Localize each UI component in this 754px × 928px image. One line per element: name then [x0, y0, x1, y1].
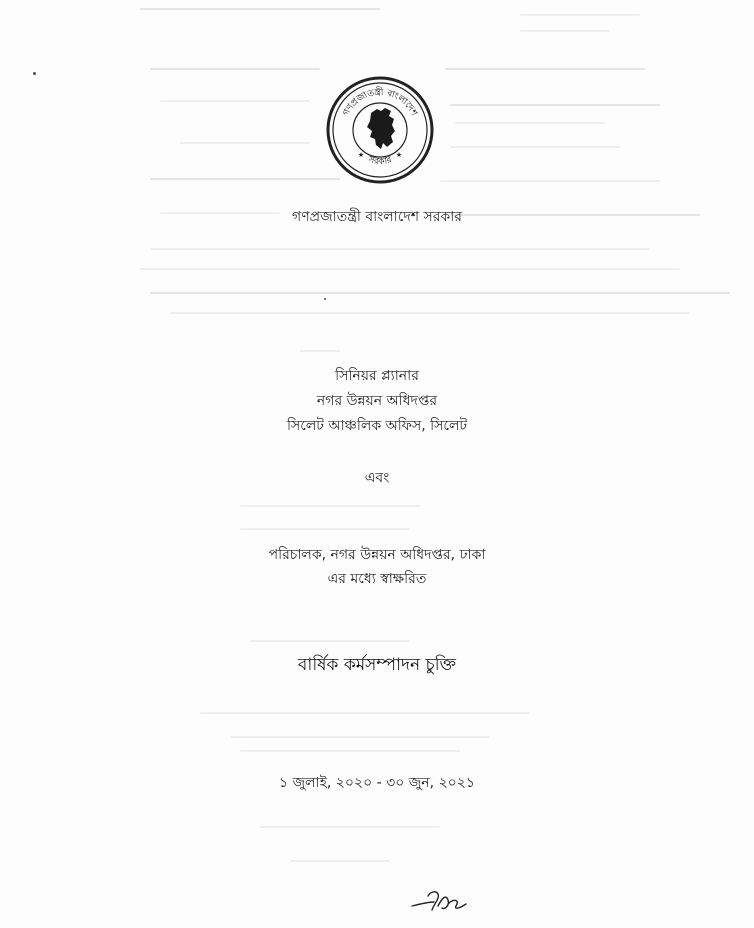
paper-speck [324, 298, 326, 300]
signed-between-text: এর মধ্যে স্বাক্ষরিত [327, 571, 427, 587]
first-party-office: সিলেট আঞ্চলিক অফিস, সিলেট [286, 418, 468, 434]
first-party-department: নগর উন্নয়ন অধিদপ্তর [316, 393, 438, 409]
agreement-period: ১ জুলাই, ২০২০ - ৩০ জুন, ২০২১ [279, 775, 475, 791]
government-seal-logo [325, 75, 435, 185]
map-icon [367, 108, 395, 149]
svg-text:★: ★ [357, 151, 365, 159]
document-title: বার্ষিক কর্মসম্পাদন চুক্তি [297, 655, 457, 675]
svg-text:★: ★ [395, 151, 403, 159]
seal-top-text: গণপ্রজাতন্ত্রী বাংলাদেশ [341, 87, 419, 118]
handwritten-signature [408, 884, 470, 916]
first-party-designation: সিনিয়র প্ল্যানার [335, 368, 419, 384]
paper-speck [33, 72, 36, 75]
second-party-designation: পরিচালক, নগর উন্নয়ন অধিদপ্তর, ঢাকা [268, 547, 486, 563]
conjunction-text: এবং [364, 470, 390, 486]
government-heading: গণপ্রজাতন্ত্রী বাংলাদেশ সরকার [292, 209, 462, 225]
seal-bottom-text: সরকার [366, 154, 394, 168]
